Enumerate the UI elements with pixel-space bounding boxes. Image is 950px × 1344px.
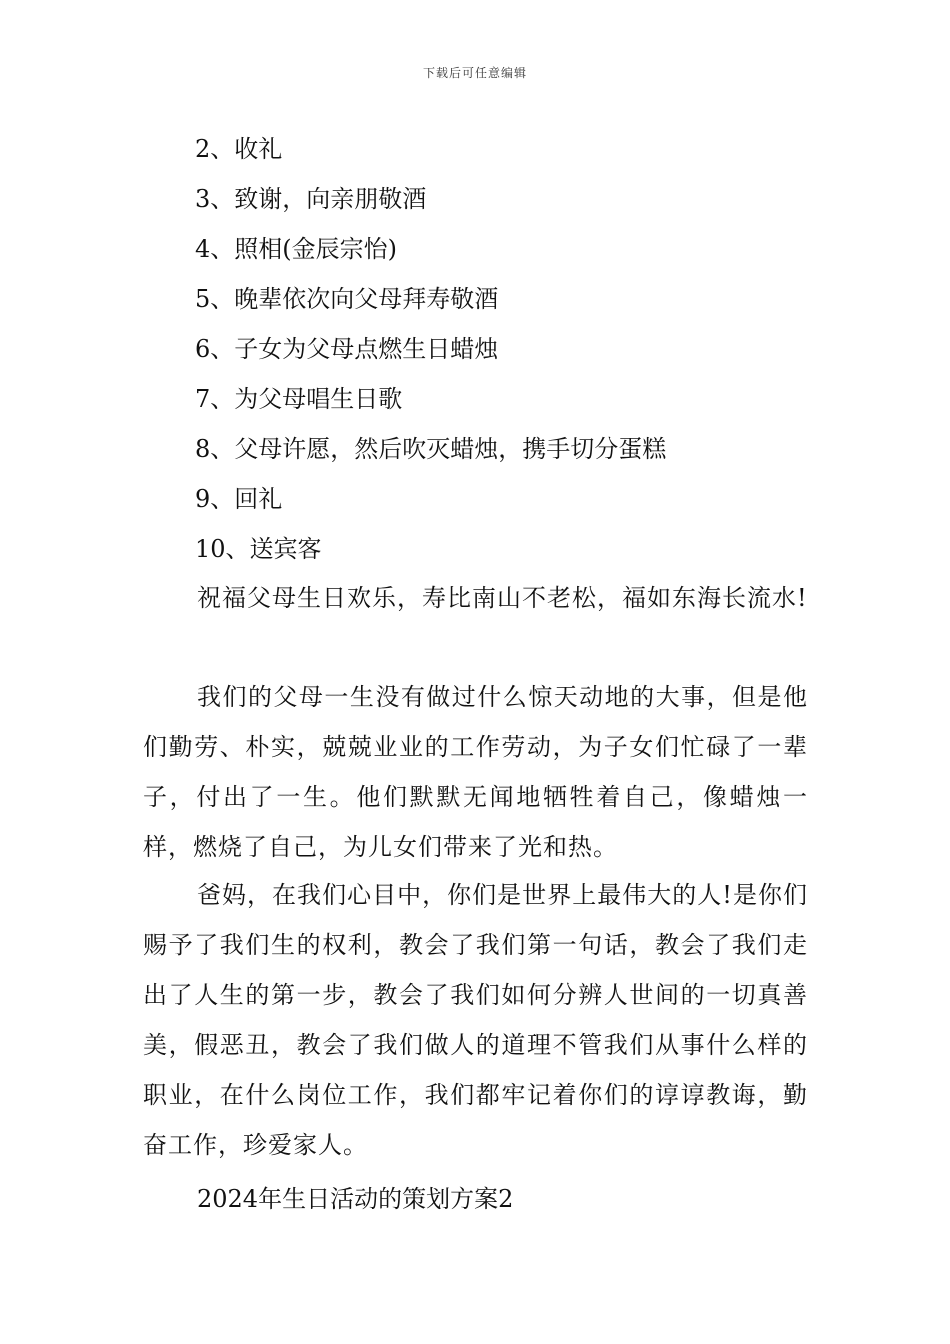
list-item: 5、晚辈依次向父母拜寿敬酒	[195, 285, 499, 313]
blessing-paragraph: 祝福父母生日欢乐，寿比南山不老松，福如东海长流水!	[197, 584, 808, 612]
list-item: 6、子女为父母点燃生日蜡烛	[195, 335, 499, 363]
page-header-note: 下载后可任意编辑	[422, 66, 527, 80]
list-item: 2、收礼	[195, 135, 283, 163]
section-heading: 2024年生日活动的策划方案2	[197, 1185, 514, 1213]
list-item: 8、父母许愿，然后吹灭蜡烛，携手切分蛋糕	[195, 435, 667, 463]
parents-paragraph: 我们的父母一生没有做过什么惊天动地的大事，但是他们勤劳、朴实，兢兢业业的工作劳动，为子女们忙碌了一辈子，付出了一生。他们默默无闻地牺牲着自己，像蜡烛一样，燃烧了自己，为儿女们带来了光和热。	[143, 683, 808, 861]
list-item: 3、致谢，向亲朋敬酒	[195, 185, 427, 213]
ceremony-steps-list	[195, 128, 666, 578]
gratitude-paragraph: 爸妈，在我们心目中，你们是世界上最伟大的人!是你们赐予了我们生的权利，教会了我们第一句话，教会了我们走出了人生的第一步，教会了我们如何分辨人世间的一切真善美，假恶丑，教会了我们做人的道理不管我们从事什么样的职业，在什么岗位工作，我们都牢记着你们的谆谆教诲，勤奋工作，珍爱家人。	[143, 881, 808, 1159]
list-item: 9、回礼	[195, 485, 283, 513]
list-item: 10、送宾客	[195, 535, 322, 563]
list-item: 7、为父母唱生日歌	[195, 385, 403, 413]
list-item: 4、照相(金辰宗怡)	[195, 235, 397, 263]
